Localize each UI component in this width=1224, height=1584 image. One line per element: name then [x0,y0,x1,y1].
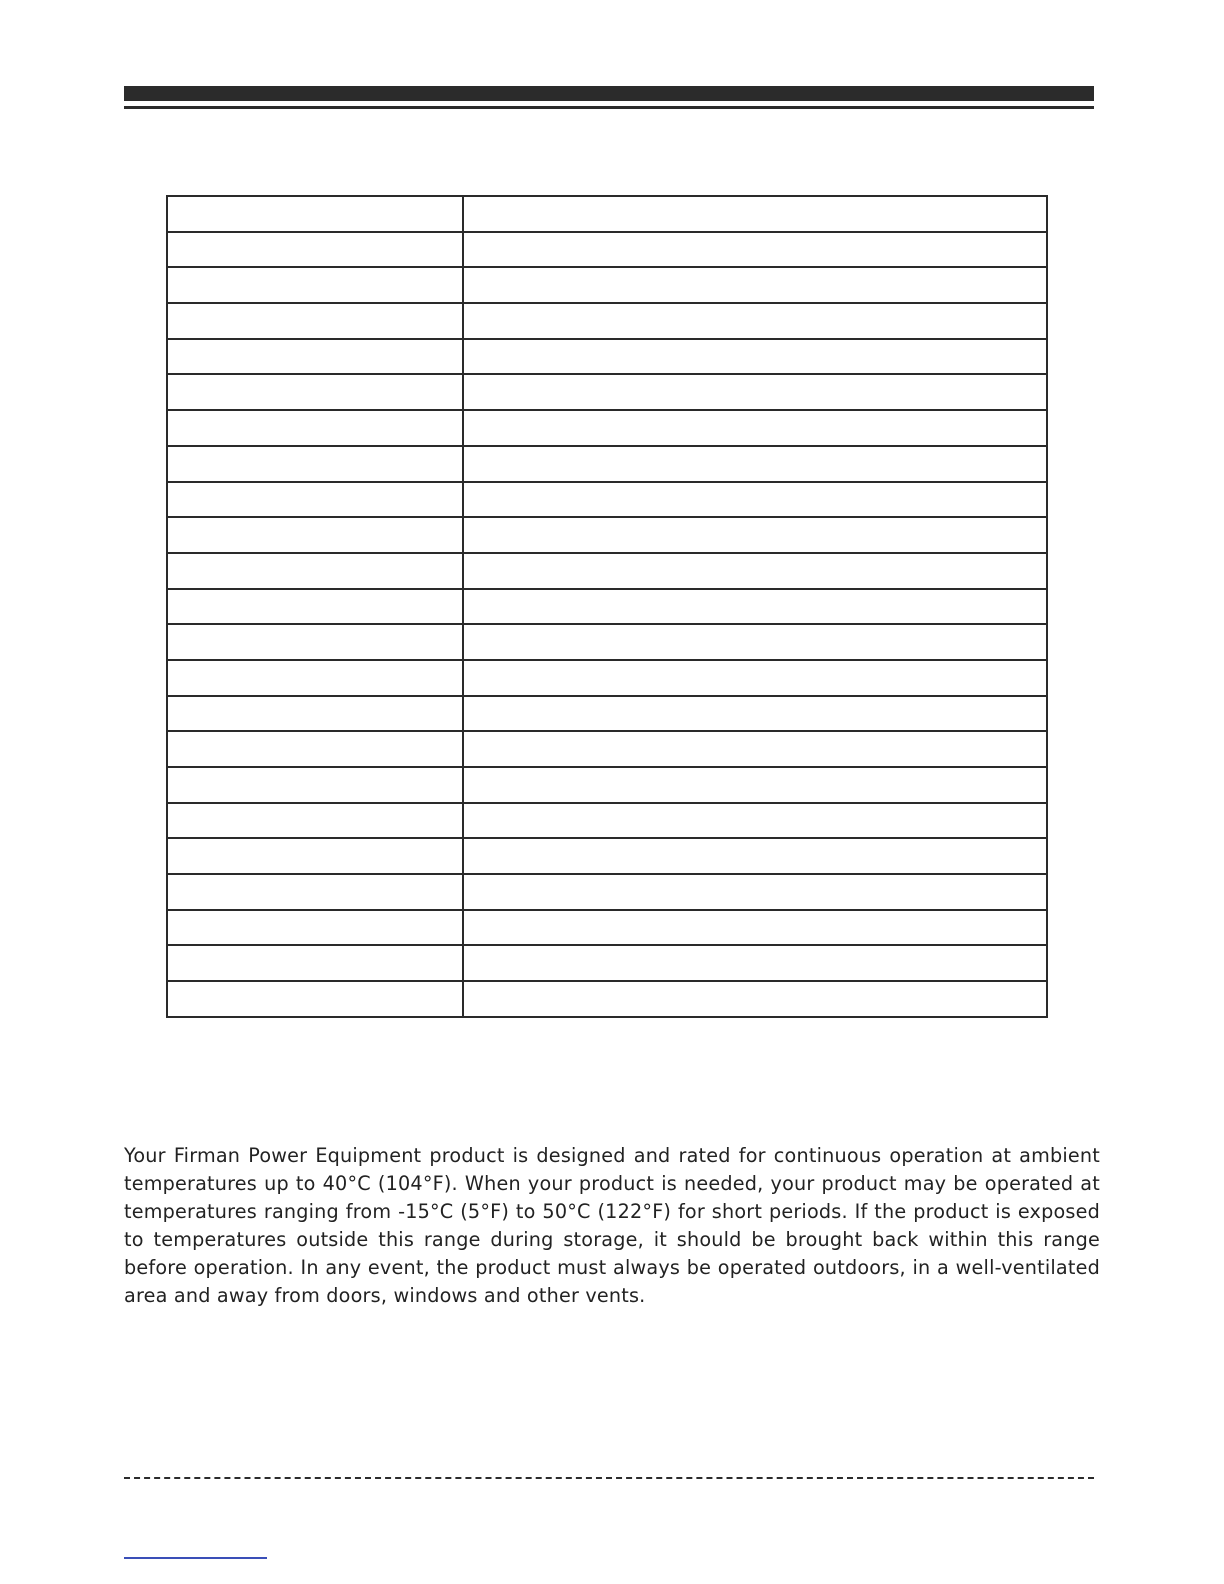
spec-value-cell [463,446,1047,482]
spec-label-cell [167,838,463,874]
spec-label-cell [167,624,463,660]
spec-value-cell [463,267,1047,303]
spec-label-cell [167,767,463,803]
spec-table-row [167,838,1047,874]
spec-value-cell [463,196,1047,232]
spec-label-cell [167,910,463,946]
spec-label-cell [167,517,463,553]
spec-value-cell [463,731,1047,767]
spec-table-row [167,517,1047,553]
spec-label-cell [167,945,463,981]
spec-label-cell [167,232,463,268]
spec-value-cell [463,803,1047,839]
spec-table-row [167,303,1047,339]
spec-label-cell [167,696,463,732]
spec-table-row [167,910,1047,946]
spec-label-cell [167,482,463,518]
spec-table-row [167,767,1047,803]
spec-table-row [167,945,1047,981]
spec-value-cell [463,374,1047,410]
spec-table-row [167,339,1047,375]
spec-value-cell [463,624,1047,660]
spec-table-row [167,196,1047,232]
spec-table-row [167,803,1047,839]
spec-label-cell [167,803,463,839]
footer-dashed-rule [124,1477,1094,1479]
spec-table-row [167,410,1047,446]
spec-value-cell [463,910,1047,946]
spec-table-row [167,482,1047,518]
spec-label-cell [167,589,463,625]
spec-label-cell [167,410,463,446]
spec-value-cell [463,874,1047,910]
spec-value-cell [463,553,1047,589]
spec-value-cell [463,589,1047,625]
spec-value-cell [463,981,1047,1017]
spec-label-cell [167,339,463,375]
spec-value-cell [463,303,1047,339]
spec-value-cell [463,339,1047,375]
spec-label-cell [167,374,463,410]
spec-table-row [167,624,1047,660]
spec-table-row [167,589,1047,625]
spec-value-cell [463,660,1047,696]
spec-table-row [167,267,1047,303]
header-rule-thick [124,86,1094,101]
spec-value-cell [463,482,1047,518]
spec-table-row [167,446,1047,482]
specification-table [166,195,1048,1018]
spec-label-cell [167,267,463,303]
spec-value-cell [463,945,1047,981]
spec-label-cell [167,981,463,1017]
spec-label-cell [167,303,463,339]
spec-label-cell [167,446,463,482]
spec-table-row [167,660,1047,696]
spec-table-row [167,874,1047,910]
footer-link-underline[interactable] [124,1557,267,1559]
header-rule-thin [124,106,1094,109]
spec-value-cell [463,232,1047,268]
spec-table-row [167,553,1047,589]
spec-label-cell [167,196,463,232]
spec-value-cell [463,696,1047,732]
spec-label-cell [167,731,463,767]
spec-value-cell [463,767,1047,803]
spec-value-cell [463,838,1047,874]
spec-table-row [167,981,1047,1017]
spec-table-row [167,232,1047,268]
spec-table-row [167,374,1047,410]
spec-label-cell [167,874,463,910]
spec-label-cell [167,660,463,696]
spec-label-cell [167,553,463,589]
operating-temperature-paragraph: Your Firman Power Equipment product is designed and rated for continuous operation at ambient temperatures up to 40°C (104°F). When your product is needed, your product may be operated at temperatures ranging from -15°C (5°F) to 50°C (122°F) for short periods. If the product is exposed to temperatures outside this range during storage, it should be brought back within this range before operation. In any event, the product must always be operated outdoors, in a well-ventilated area and away from doors, windows and other vents. [124,1144,1100,1307]
spec-value-cell [463,517,1047,553]
spec-table-row [167,731,1047,767]
spec-value-cell [463,410,1047,446]
spec-table-row [167,696,1047,732]
